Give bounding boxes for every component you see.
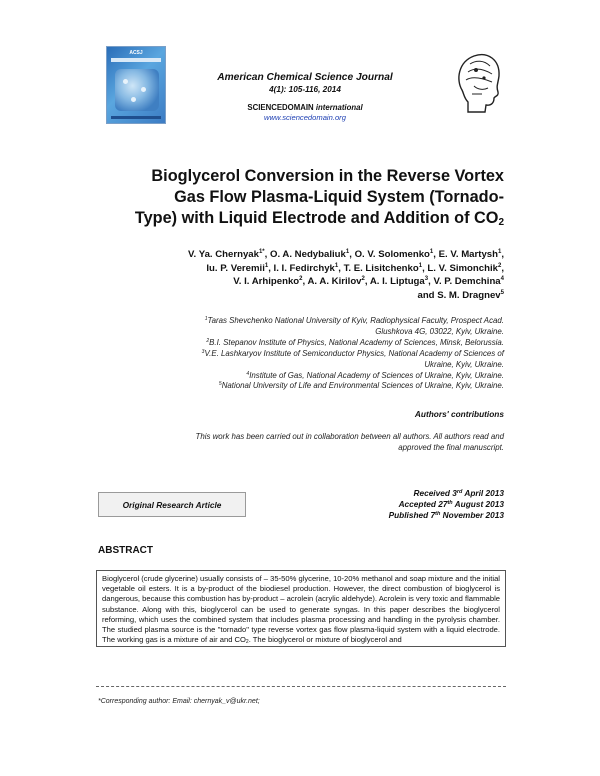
corresponding-author-footnote: *Corresponding author: Email: chernyak_v@ukr.net; [98,698,260,705]
journal-issue: 4(1): 105-116, 2014 [269,85,341,94]
title-line: Type) with Liquid Electrode and Addition of CO [134,209,499,227]
affiliation-mark: 4 [246,370,250,377]
accepted-date-month: August 2013 [452,499,504,509]
author-entry [308,276,370,287]
article-type-box: Original Research Article [98,492,246,517]
affiliation-mark: 5 [218,381,222,388]
author-entry [427,263,504,274]
author-entry [355,249,439,260]
affiliation-mark: 3 [201,348,205,355]
author-name: I. I. Fedirchyk [273,262,335,274]
abstract-text-tail: . The bioglycerol or mixture of bioglycerol and [248,635,402,645]
author-name: Iu. P. Veremii [206,262,265,274]
author-separator: , [264,249,270,260]
cover-dot [123,79,128,84]
author-separator: , [364,276,370,288]
author-separator: , [501,249,504,260]
author-affiliation-mark: 1 [345,249,350,255]
cover-band [111,58,161,62]
affiliation-line [92,360,504,371]
journal-cover-image [106,46,166,124]
title-subscript: 2 [498,217,504,228]
author-affiliation-mark: 4 [500,276,504,283]
publisher-logo-icon [452,50,504,116]
author-name: and S. M. Dragnev [417,289,501,301]
affiliation-text: Ukraine, Kyiv, Ukraine. [424,359,504,369]
accepted-date-text: Accepted 27 [398,499,448,509]
paper-title [92,166,504,229]
title-line: Gas Flow Plasma-Liquid System (Tornado- [174,188,504,206]
affiliation-line [92,316,504,327]
author-name: E. V. Martysh [438,249,498,260]
cover-title: ACSJ [129,50,143,56]
author-affiliation-mark: 1 [264,262,269,269]
affiliation-line [92,338,504,349]
affiliation-text: V.E. Lashkaryov Institute of Semiconductor Physics, National Academy of Sciences of [204,348,504,358]
affiliation-list [92,316,504,392]
title-line: Bioglycerol Conversion in the Reverse Vortex [151,167,504,185]
received-date-suffix: rd [456,489,463,495]
contributions-text [104,431,504,453]
published-date [300,510,504,521]
contributions-line: approved the final manuscript. [398,443,504,452]
author-separator: , [349,249,355,260]
author-affiliation-mark: 1 [497,249,502,255]
affiliation-text: Taras Shevchenko National University of Kyiv, Radiophysical Faculty, Prospect Acad. [207,316,504,325]
author-list [92,248,504,302]
affiliation-mark: 1 [204,316,208,322]
author-name: O. V. Solomenko [354,249,430,260]
author-separator: , [501,262,504,274]
author-affiliation-mark: 2 [299,276,303,283]
abstract-heading: ABSTRACT [98,545,153,556]
author-separator: , [433,249,439,260]
author-name: V. I. Arhipenko [233,276,300,288]
publisher-name-main: SCIENCEDOMAIN [247,103,314,112]
author-name: A. A. Kirilov [307,276,362,288]
abstract-text: Bioglycerol (crude glycerine) usually consists of – 35-50% glycerine, 10-20% methanol and soap mixture and the initial vegetable oil esters. It is a by-product of the biodiesel production. However, the direct combustion of bioglycerol is dangerous, because this combustion has by-product – acrolein (acrylic aldehyde). Acrolein is very toxic and flammable substance. Along with this, bioglycerol can be used to generate syngas. In this paper describes the bioglycerol reforming, which uses the combined system that includes plasma processing and handling in the pyrolysis chamber. The studied plasma source is the "tornado" type reverse vortex gas flow plasma-liquid system with a liquid electrode. The working gas is a mixture of air and CO [102,574,500,645]
footnote-divider [96,686,506,687]
author-entry [188,249,270,260]
publisher-url-link[interactable]: www.sciencedomain.org [264,113,346,122]
author-name: V. P. Demchina [433,276,501,288]
received-date [300,488,504,499]
author-affiliation-mark: 3 [424,276,429,283]
author-separator: , [338,262,344,274]
affiliation-text: Institute of Gas, National Academy of Sciences of Ukraine, Kyiv, Ukraine. [249,370,504,380]
author-name: O. A. Nedybaliuk [269,249,346,260]
contributions-line: This work has been carried out in collaboration between all authors. All authors read and [195,432,504,441]
author-affiliation-mark: 2 [497,262,502,269]
affiliation-mark: 2 [206,337,210,344]
cover-footer-band [111,116,161,119]
author-affiliation-mark: 2 [361,276,365,283]
author-affiliation-mark: 5 [500,289,504,296]
accepted-date-suffix: th [447,500,453,506]
affiliation-text: National University of Life and Environmental Sciences of Ukraine, Kyiv, Ukraine. [221,381,504,391]
author-affiliation-mark: 1* [258,249,265,255]
publisher-name-suffix: international [315,103,363,112]
received-date-text: Received 3 [413,488,457,498]
affiliation-text: Glushkova 4G, 03022, Kyiv, Ukraine. [375,326,504,336]
published-date-month: November 2013 [440,510,504,520]
author-entry [417,290,504,301]
cover-dot [131,97,136,102]
author-entry [370,276,434,287]
author-entry [274,263,344,274]
author-affiliation-mark: 1 [334,262,339,269]
author-entry [206,263,273,274]
publisher-name [190,103,420,112]
author-separator: , [428,276,434,288]
author-separator: , [268,262,274,274]
author-separator: , [422,262,428,274]
author-entry [439,249,504,260]
author-entry [433,276,504,287]
published-date-suffix: th [435,511,441,517]
author-entry [344,263,428,274]
cover-dot [141,87,146,92]
accepted-date [300,499,504,510]
contributions-heading: Authors' contributions [414,409,504,419]
publication-dates [300,488,504,521]
affiliation-line [92,371,504,382]
author-entry [270,249,355,260]
affiliation-line [92,349,504,360]
abstract-box [96,570,506,647]
journal-header [190,72,420,122]
author-entry [233,276,307,287]
author-affiliation-mark: 1 [429,249,434,255]
author-name: L. V. Simonchik [427,262,498,274]
author-affiliation-mark: 1 [418,262,423,269]
cover-artwork [115,69,159,111]
received-date-month: April 2013 [462,488,504,498]
author-separator: , [302,276,308,288]
affiliation-line [92,327,504,338]
abstract-subscript: 2 [245,639,249,646]
author-name: T. E. Lisitchenko [343,262,419,274]
published-date-text: Published 7 [388,510,436,520]
journal-name: American Chemical Science Journal [217,72,393,83]
affiliation-text: B.I. Stepanov Institute of Physics, National Academy of Sciences, Minsk, Belorussia. [209,337,504,347]
affiliation-line [92,381,504,392]
author-name: V. Ya. Chernyak [188,249,259,260]
author-name: A. I. Liptuga [369,276,425,288]
